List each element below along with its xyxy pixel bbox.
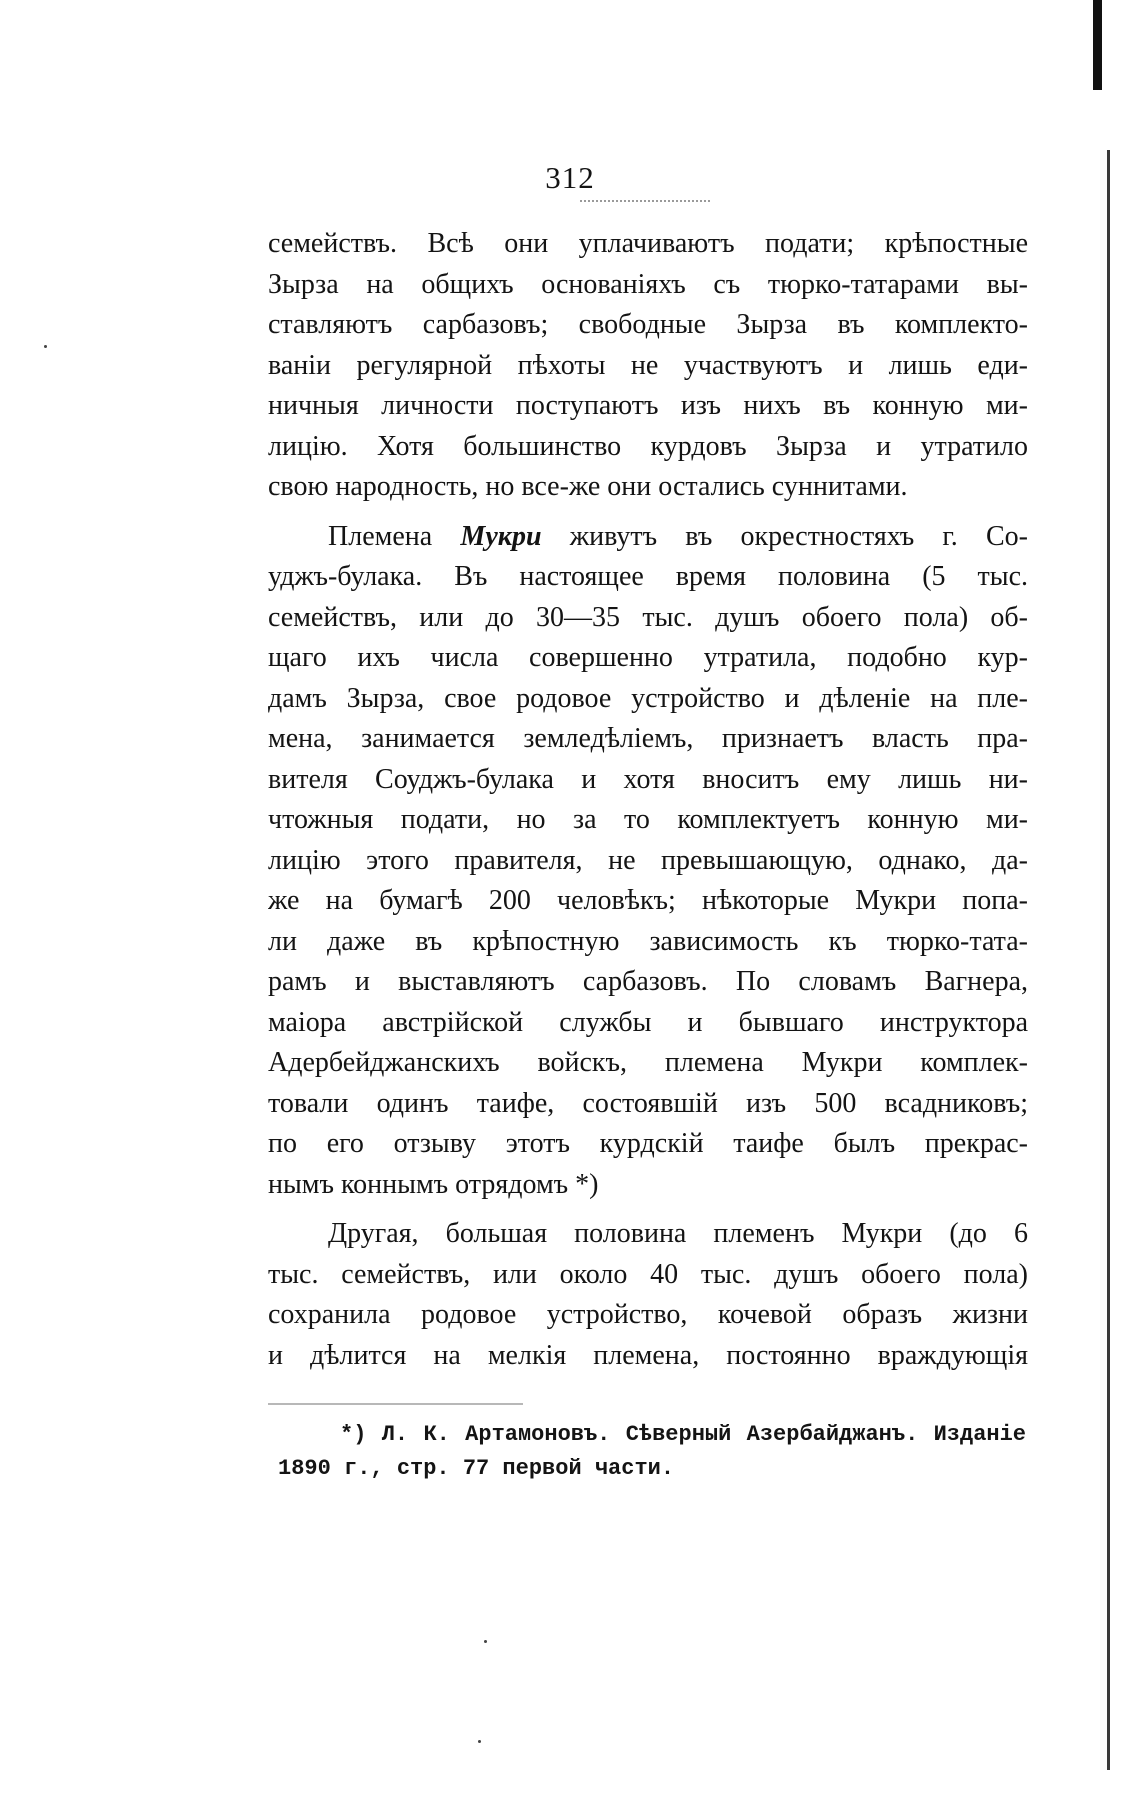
text-line: же на бумагѣ 200 человѣкъ; нѣкоторые Мукри попа-	[268, 885, 1028, 916]
scan-speck	[44, 345, 47, 348]
paragraph-2	[268, 517, 1028, 1206]
text-line: чтожныя подати, но за то комплектуетъ конную ми-	[268, 804, 1028, 835]
text-line: тыс. семействъ, или около 40 тыс. душъ обоего пола)	[268, 1258, 1028, 1290]
text-line: маіора австрійской службы и бывшаго инструктора	[268, 1006, 1028, 1038]
text-line: щаго ихъ числа совершенно утратила, подобно кур-	[268, 642, 1028, 673]
paragraph-3	[268, 1214, 1028, 1376]
text-run: живутъ въ окрестностяхъ г. Со-	[541, 520, 1028, 552]
text-line: ваніи регулярной пѣхоты не участвуютъ и лишь еди-	[268, 349, 1028, 381]
text-line: Адербейджанскихъ войскъ, племена Мукри комплек-	[268, 1047, 1028, 1078]
scan-speck	[484, 1640, 487, 1643]
text-line	[268, 517, 1028, 558]
scan-speck	[478, 1740, 481, 1743]
text-line: ничныя личности поступаютъ изъ нихъ въ конную ми-	[268, 390, 1028, 421]
text-line: рамъ и выставляютъ сарбазовъ. По словамъ Вагнера,	[268, 966, 1028, 997]
text-line: мена, занимается земледѣліемъ, признаетъ власть пра-	[268, 723, 1028, 754]
page-number-rule	[580, 200, 710, 202]
footnote-line: 1890 г., стр. 77 первой части.	[278, 1456, 675, 1481]
text-line: уджъ-булака. Въ настоящее время половина (5 тыс.	[268, 561, 1028, 592]
scan-border-line	[1107, 150, 1110, 1770]
footnote-rule	[268, 1403, 523, 1405]
scan-border-mark	[1093, 0, 1102, 90]
text-line: дамъ Зырза, свое родовое устройство и дѣленіе на пле-	[268, 682, 1028, 714]
text-line: лицію этого правителя, не превышающую, однако, да-	[268, 844, 1028, 876]
text-line: вителя Соуджъ-булака и хотя вноситъ ему лишь ни-	[268, 763, 1028, 795]
page-number: 312	[545, 160, 595, 195]
text-line: лицію. Хотя большинство курдовъ Зырза и утратило	[268, 430, 1028, 462]
footnote-line: *) Л. К. Артамоновъ. Сѣверный Азербайджанъ. Изданіе	[340, 1422, 1026, 1447]
text-line: Зырза на общихъ основаніяхъ съ тюрко-татарами вы-	[268, 268, 1028, 300]
text-run: Племена	[328, 520, 461, 552]
emphasized-tribe-name: Мукри	[460, 520, 542, 552]
text-line: нымъ коннымъ отрядомъ *)	[268, 1168, 599, 1200]
text-line: ли даже въ крѣпостную зависимость къ тюрко-тата-	[268, 925, 1028, 957]
body-text	[268, 224, 1028, 1376]
footnote	[278, 1418, 1026, 1486]
text-line: по его отзыву этотъ курдскій таифе былъ прекрас-	[268, 1128, 1028, 1159]
text-line: товали одинъ таифе, состоявшій изъ 500 всадниковъ;	[268, 1087, 1028, 1119]
text-line: ставляютъ сарбазовъ; свободные Зырза въ комплекто-	[268, 309, 1028, 340]
paragraph-1	[268, 224, 1028, 508]
text-line: семействъ, или до 30—35 тыс. душъ обоего пола) об-	[268, 601, 1028, 633]
text-line: Другая, большая половина племенъ Мукри (до 6	[328, 1218, 1028, 1249]
text-line: и дѣлится на мелкія племена, постоянно враждующія	[268, 1339, 1028, 1371]
text-line: сохранила родовое устройство, кочевой образъ жизни	[268, 1299, 1028, 1330]
text-line: семействъ. Всѣ они уплачиваютъ подати; крѣпостные	[268, 228, 1028, 259]
text-line: свою народность, но все-же они остались суннитами.	[268, 471, 908, 502]
